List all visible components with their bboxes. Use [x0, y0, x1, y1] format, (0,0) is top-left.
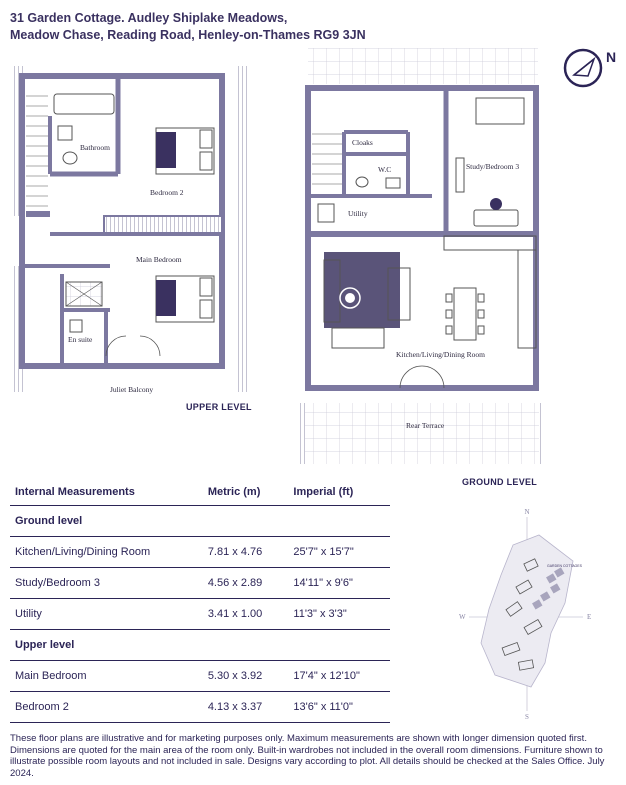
- ground-level-plan: [300, 48, 544, 464]
- room-label-cloaks: Cloaks: [352, 138, 373, 147]
- section-ground-level: [10, 506, 390, 537]
- table-row: [10, 599, 390, 630]
- section-heading: Ground level: [10, 506, 390, 537]
- col-header-imperial: Imperial (ft): [288, 478, 390, 506]
- address-title: [10, 10, 366, 44]
- table-header-row: [10, 478, 390, 506]
- room-imperial: 17'4" x 12'10": [288, 661, 390, 692]
- room-label-en-suite: En suite: [68, 335, 93, 344]
- room-imperial: 14'11" x 9'6": [288, 568, 390, 599]
- room-imperial: 13'6" x 11'0": [288, 692, 390, 723]
- address-line-2: Meadow Chase, Reading Road, Henley-on-Thames RG9 3JN: [10, 28, 366, 42]
- upper-level-plan: [10, 66, 250, 400]
- col-header-metric: Metric (m): [203, 478, 289, 506]
- disclaimer-text: These floor plans are illustrative and for marketing purposes only. Maximum measurements are shown with longer dimension quoted first. Dimensions are quoted for the main area of the room only. Built-in wardrobes not included in the overall room dimensions. Furniture shown to illustrate possible room layouts and not included in sale. Designs vary according to plot. All details should be checked at the Sales Office. July 2024.: [10, 733, 605, 779]
- measurements-table: [10, 478, 390, 723]
- room-imperial: 11'3" x 3'3": [288, 599, 390, 630]
- room-metric: 5.30 x 3.92: [203, 661, 289, 692]
- room-label-study: Study/Bedroom 3: [466, 162, 520, 171]
- room-label-bathroom: Bathroom: [80, 143, 110, 152]
- room-name: Utility: [10, 599, 203, 630]
- room-label-juliet-balcony: Juliet Balcony: [110, 385, 154, 394]
- room-label-kitchen: Kitchen/Living/Dining Room: [396, 350, 485, 359]
- room-name: Bedroom 2: [10, 692, 203, 723]
- address-line-1: 31 Garden Cottage. Audley Shiplake Meadows,: [10, 11, 288, 25]
- room-imperial: 25'7" x 15'7": [288, 537, 390, 568]
- room-label-wc: W.C: [378, 165, 392, 174]
- room-metric: 4.56 x 2.89: [203, 568, 289, 599]
- site-location-map: [455, 505, 605, 730]
- room-name: Kitchen/Living/Dining Room: [10, 537, 203, 568]
- table-row: [10, 692, 390, 723]
- compass-icon: [560, 44, 620, 97]
- room-name: Main Bedroom: [10, 661, 203, 692]
- table-row: [10, 661, 390, 692]
- room-label-bedroom-2: Bedroom 2: [150, 188, 184, 197]
- section-upper-level: [10, 630, 390, 661]
- site-map-north: N: [524, 508, 530, 516]
- room-label-rear-terrace: Rear Terrace: [406, 421, 445, 430]
- site-map-east: E: [587, 613, 592, 621]
- table-row: [10, 568, 390, 599]
- room-metric: 7.81 x 4.76: [203, 537, 289, 568]
- room-metric: 3.41 x 1.00: [203, 599, 289, 630]
- table-row: [10, 537, 390, 568]
- room-label-utility: Utility: [348, 209, 368, 218]
- upper-level-label: UPPER LEVEL: [186, 402, 252, 412]
- room-metric: 4.13 x 3.37: [203, 692, 289, 723]
- site-map-south: S: [525, 713, 529, 721]
- col-header-room: Internal Measurements: [10, 478, 203, 506]
- room-label-main-bedroom: Main Bedroom: [136, 255, 182, 264]
- section-heading: Upper level: [10, 630, 390, 661]
- ground-level-label: GROUND LEVEL: [462, 477, 538, 487]
- compass-north-label: N: [606, 49, 617, 65]
- site-map-west: W: [459, 613, 466, 621]
- room-name: Study/Bedroom 3: [10, 568, 203, 599]
- site-map-label: GARDEN COTTAGES: [547, 564, 582, 568]
